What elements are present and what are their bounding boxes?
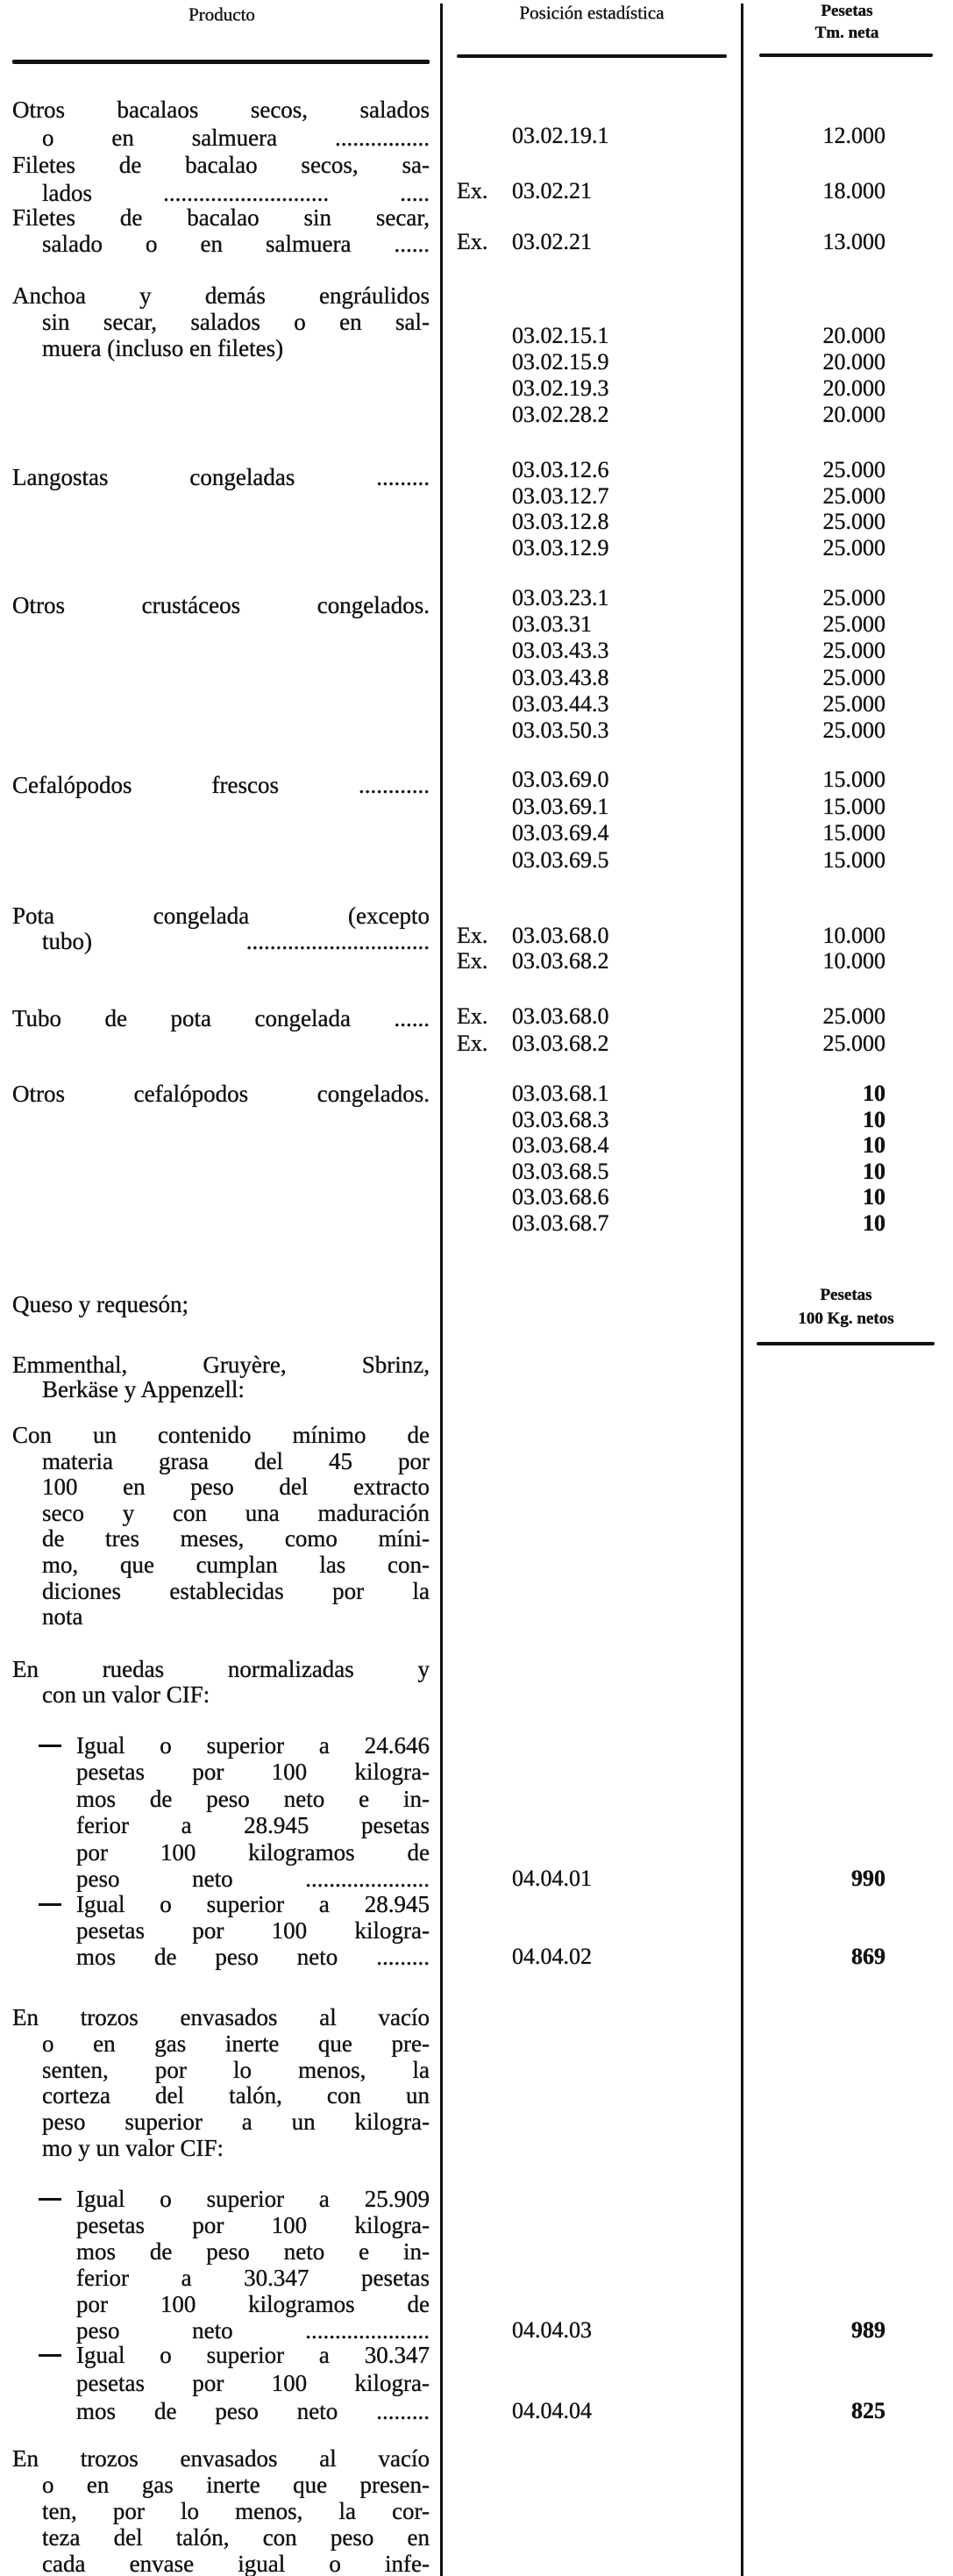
product-line: Tubo de pota congelada ...... xyxy=(12,1005,430,1031)
statistical-position-code: 03.02.19.3 xyxy=(512,375,609,401)
price-value: 10 xyxy=(863,1158,885,1184)
price-value: 10 xyxy=(863,1184,885,1210)
header-rule-posicion xyxy=(457,54,727,58)
statistical-position-code: 03.03.68.3 xyxy=(512,1106,609,1132)
statistical-position-code: 03.03.69.5 xyxy=(512,846,609,873)
price-value: 25.000 xyxy=(822,1003,885,1029)
price-value: 990 xyxy=(851,1866,885,1891)
price-value: 25.000 xyxy=(822,482,885,509)
product-line: mo, que cumplan las con- xyxy=(42,1552,430,1578)
product-line: Pota congelada (excepto xyxy=(12,903,430,929)
product-line: ferior a 28.945 pesetas xyxy=(76,1812,430,1839)
product-line: pesetas por 100 kilogra- xyxy=(76,2370,430,2396)
product-line: pesetas por 100 kilogra- xyxy=(76,1917,430,1944)
product-line: tubo) ............................... xyxy=(42,928,430,954)
statistical-position-code: 03.03.69.4 xyxy=(512,820,609,846)
product-line: peso neto ..................... xyxy=(76,1866,430,1892)
price-value: 25.000 xyxy=(822,585,885,610)
price-value: 20.000 xyxy=(822,349,885,375)
product-line: mos de peso neto ......... xyxy=(76,1944,430,1970)
column-header-posicion: Posición estadística xyxy=(519,2,665,24)
product-line: materia grasa del 45 por xyxy=(42,1447,430,1474)
dash-bullet xyxy=(39,2198,61,2201)
product-line: Queso y requesón; xyxy=(12,1291,188,1317)
header-rule-pesetas xyxy=(759,54,933,57)
statistical-position-code: 03.02.15.9 xyxy=(512,349,609,375)
product-line: mos de peso neto e in- xyxy=(76,2238,430,2265)
product-line: Cefalópodos frescos ............ xyxy=(12,772,430,798)
statistical-position-code: 04.04.02 xyxy=(512,1944,592,1969)
statistical-position-code: 03.03.68.4 xyxy=(512,1132,609,1159)
product-line: pesetas por 100 kilogra- xyxy=(76,2212,430,2238)
statistical-position-code: 03.03.43.8 xyxy=(512,664,609,690)
product-line: Otros cefalópodos congelados. xyxy=(12,1081,430,1107)
product-line: por 100 kilogramos de xyxy=(76,2291,430,2317)
product-line: salado o en salmuera ...... xyxy=(42,231,430,257)
product-line: Igual o superior a 28.945 xyxy=(76,1891,430,1917)
product-line: peso neto ..................... xyxy=(76,2317,430,2344)
statistical-position-code: 03.03.68.2 xyxy=(512,948,609,974)
price-value: 10.000 xyxy=(822,948,885,974)
price-value: 10 xyxy=(863,1132,885,1159)
statistical-position-code: 03.03.12.8 xyxy=(512,509,609,534)
statistical-position-code: 03.02.28.2 xyxy=(512,402,609,427)
price-value: 25.000 xyxy=(822,509,885,534)
product-line: Con un contenido mínimo de xyxy=(12,1422,430,1448)
statistical-position-code: 03.03.50.3 xyxy=(512,717,609,743)
product-line: Igual o superior a 30.347 xyxy=(76,2342,430,2368)
statistical-position-code: 03.03.12.6 xyxy=(512,457,609,482)
dash-bullet xyxy=(39,1903,61,1906)
product-line: nota xyxy=(42,1603,83,1631)
product-line: En trozos envasados al vacío xyxy=(12,2445,430,2472)
cheese-unit-header-line1: Pesetas xyxy=(820,1286,872,1304)
price-value: 15.000 xyxy=(822,820,885,846)
product-line: o en salmuera ................ xyxy=(42,125,430,151)
statistical-position-code: 03.02.21 xyxy=(512,229,592,254)
product-line: cada envase igual o infe- xyxy=(42,2551,430,2576)
product-line: Filetes de bacalao sin secar, xyxy=(12,204,430,231)
product-line: ten, por lo menos, la cor- xyxy=(42,2498,430,2524)
column-divider-right xyxy=(741,4,743,2576)
product-line: diciones establecidas por la xyxy=(42,1577,430,1604)
ex-prefix: Ex. xyxy=(457,948,488,974)
statistical-position-code: 03.03.43.3 xyxy=(512,638,609,664)
price-value: 25.000 xyxy=(822,664,885,690)
product-line: senten, por lo menos, la xyxy=(42,2056,430,2083)
price-value: 869 xyxy=(851,1944,885,1969)
product-line: Igual o superior a 24.646 xyxy=(76,1732,430,1759)
statistical-position-code: 04.04.03 xyxy=(512,2317,592,2343)
ex-prefix: Ex. xyxy=(457,229,488,254)
product-line: o en gas inerte que pre- xyxy=(42,2030,430,2057)
statistical-position-code: 03.03.69.0 xyxy=(512,767,609,792)
price-value: 10.000 xyxy=(822,923,885,948)
product-line: Otros bacalaos secos, salados xyxy=(12,96,430,123)
price-value: 25.000 xyxy=(822,1031,885,1056)
column-header-pesetas: Pesetas xyxy=(821,2,873,20)
price-value: 15.000 xyxy=(822,793,885,819)
product-line: Emmenthal, Gruyère, Sbrinz, xyxy=(12,1352,430,1378)
price-value: 25.000 xyxy=(822,690,885,717)
price-value: 25.000 xyxy=(822,611,885,638)
product-line: En ruedas normalizadas y xyxy=(12,1656,430,1682)
product-line: mos de peso neto ......... xyxy=(76,2398,430,2424)
statistical-position-code: 03.02.19.1 xyxy=(512,123,609,148)
statistical-position-code: 03.03.23.1 xyxy=(512,585,609,610)
price-value: 12.000 xyxy=(822,123,885,148)
price-value: 25.000 xyxy=(822,717,885,743)
product-line: mos de peso neto e in- xyxy=(76,1785,430,1812)
product-line: En trozos envasados al vacío xyxy=(12,2004,430,2030)
ex-prefix: Ex. xyxy=(457,1031,488,1056)
product-line: mo y un valor CIF: xyxy=(42,2135,224,2161)
price-value: 25.000 xyxy=(822,638,885,664)
cheese-unit-header-rule xyxy=(757,1342,935,1345)
column-divider-left xyxy=(440,4,443,2576)
price-value: 25.000 xyxy=(822,534,885,560)
product-line: por 100 kilogramos de xyxy=(76,1838,430,1866)
product-line: ferior a 30.347 pesetas xyxy=(76,2265,430,2291)
product-line: o en gas inerte que presen- xyxy=(42,2472,430,2498)
dash-bullet xyxy=(39,1745,61,1747)
price-value: 10 xyxy=(863,1081,885,1106)
statistical-position-code: 03.02.15.1 xyxy=(512,323,609,348)
product-line: muera (incluso en filetes) xyxy=(42,335,284,361)
product-line: pesetas por 100 kilogra- xyxy=(76,1759,430,1786)
header-rule-producto xyxy=(12,60,430,64)
price-value: 10 xyxy=(863,1210,885,1236)
product-line: corteza del talón, con un xyxy=(42,2082,430,2109)
column-header-unit: Tm. neta xyxy=(814,24,879,42)
product-line: de tres meses, como míni- xyxy=(42,1525,430,1552)
product-line: Otros crustáceos congelados. xyxy=(12,592,430,618)
price-value: 20.000 xyxy=(822,402,885,427)
price-value: 25.000 xyxy=(822,457,885,482)
ex-prefix: Ex. xyxy=(457,923,488,948)
statistical-position-code: 03.03.68.2 xyxy=(512,1031,609,1056)
statistical-position-code: 03.03.69.1 xyxy=(512,793,609,819)
price-value: 15.000 xyxy=(822,846,885,873)
statistical-position-code: 03.03.68.7 xyxy=(512,1210,609,1236)
statistical-position-code: 03.03.68.5 xyxy=(512,1158,609,1184)
statistical-position-code: 03.03.44.3 xyxy=(512,690,609,717)
column-header-producto: Producto xyxy=(188,4,255,25)
price-value: 15.000 xyxy=(822,767,885,792)
ex-prefix: Ex. xyxy=(457,1003,488,1029)
price-value: 989 xyxy=(851,2317,885,2343)
product-line: teza del talón, con peso en xyxy=(42,2524,430,2551)
ex-prefix: Ex. xyxy=(457,178,488,203)
product-line: seco y con una maduración xyxy=(42,1499,430,1526)
product-line: Anchoa y demás engráulidos xyxy=(12,282,430,309)
statistical-position-code: 03.03.31 xyxy=(512,611,592,638)
price-value: 13.000 xyxy=(822,229,885,254)
statistical-position-code: 04.04.01 xyxy=(512,1866,592,1891)
product-line: 100 en peso del extracto xyxy=(42,1474,430,1501)
statistical-position-code: 04.04.04 xyxy=(512,2398,592,2423)
statistical-position-code: 03.03.68.0 xyxy=(512,923,609,948)
statistical-position-code: 03.03.12.9 xyxy=(512,534,609,560)
cheese-unit-header-line2: 100 Kg. netos xyxy=(798,1309,894,1328)
statistical-position-code: 03.03.68.6 xyxy=(512,1184,609,1210)
product-line: Langostas congeladas ......... xyxy=(12,464,430,490)
product-line: sin secar, salados o en sal- xyxy=(42,309,430,335)
product-line: lados ............................ ..... xyxy=(42,180,430,206)
product-line: con un valor CIF: xyxy=(42,1681,210,1708)
statistical-position-code: 03.02.21 xyxy=(512,178,592,203)
price-value: 825 xyxy=(851,2398,885,2423)
product-line: peso superior a un kilogra- xyxy=(42,2109,430,2136)
statistical-position-code: 03.03.68.1 xyxy=(512,1081,609,1106)
price-value: 20.000 xyxy=(822,375,885,401)
product-line: Filetes de bacalao secos, sa- xyxy=(12,152,430,178)
product-line: Igual o superior a 25.909 xyxy=(76,2186,430,2212)
price-value: 18.000 xyxy=(822,178,885,203)
price-value: 10 xyxy=(863,1106,885,1132)
product-line: Berkäse y Appenzell: xyxy=(42,1376,245,1402)
price-value: 20.000 xyxy=(822,323,885,348)
statistical-position-code: 03.03.12.7 xyxy=(512,482,609,509)
statistical-position-code: 03.03.68.0 xyxy=(512,1003,609,1029)
dash-bullet xyxy=(39,2354,61,2357)
